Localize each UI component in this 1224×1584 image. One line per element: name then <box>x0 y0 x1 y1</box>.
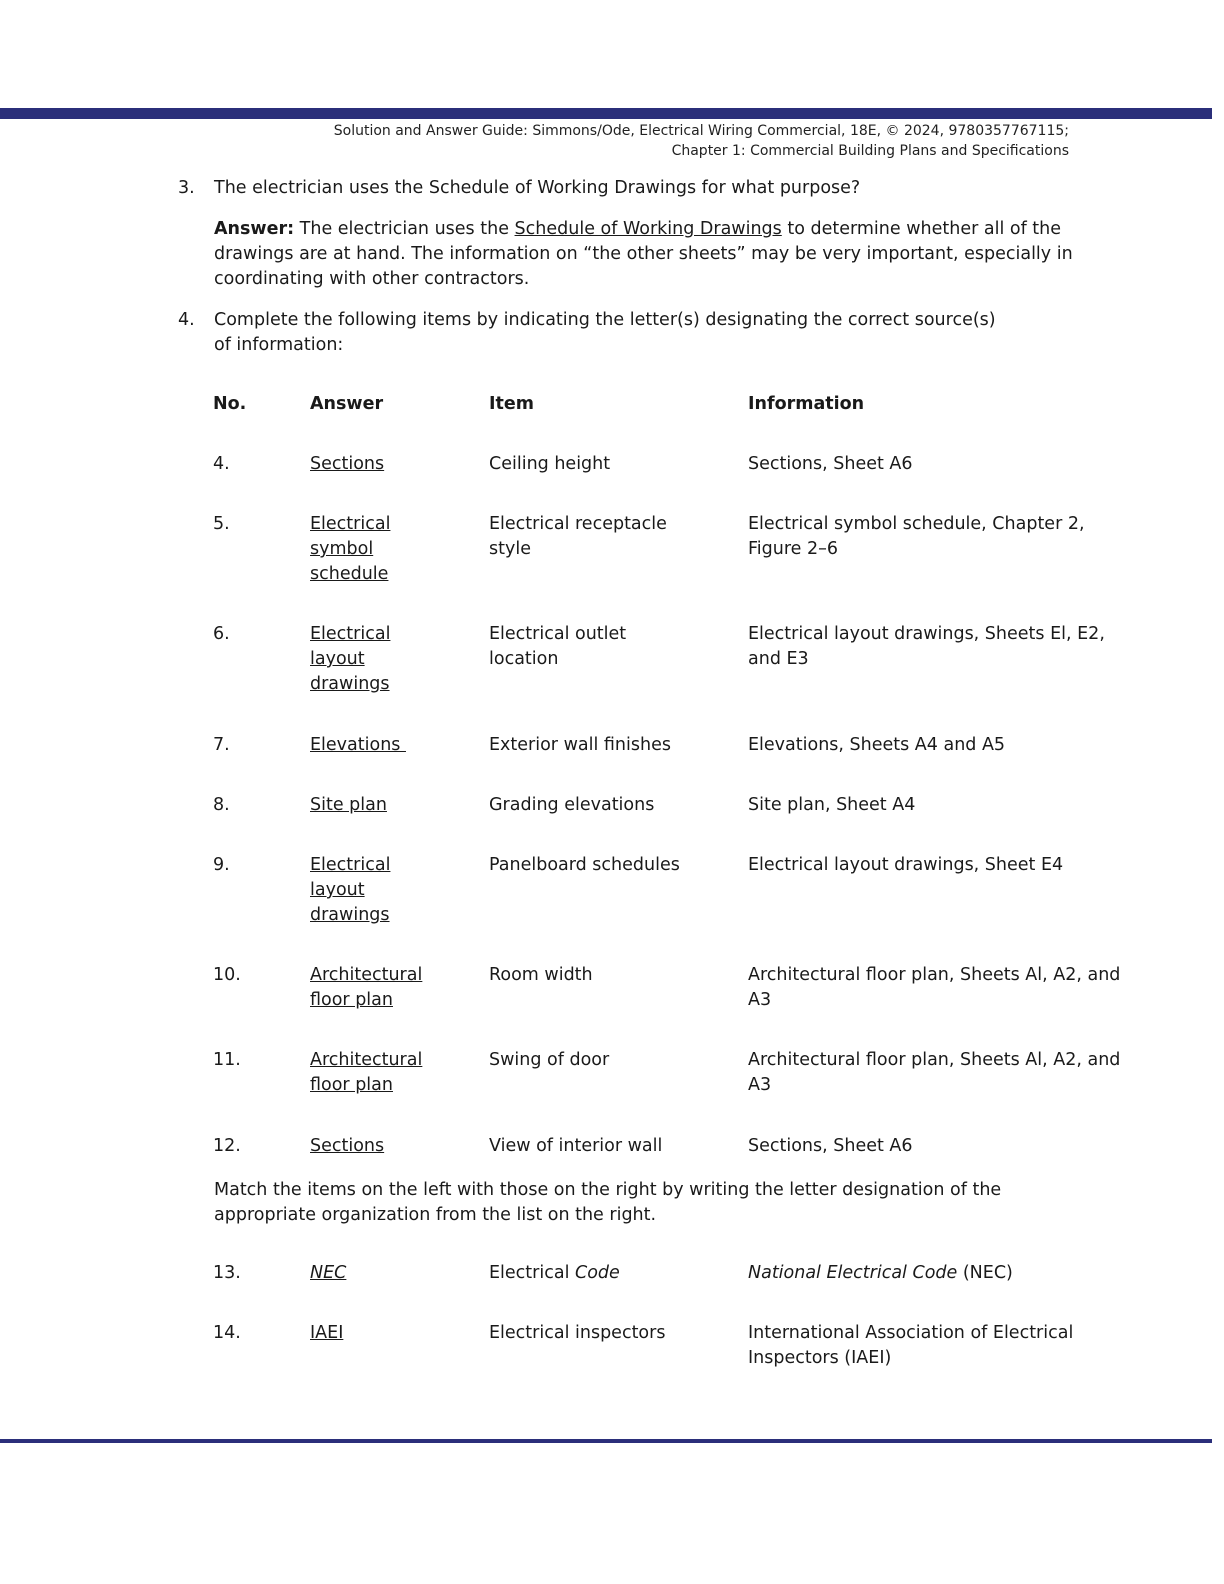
answer-text-pre: The electrician uses the <box>299 219 509 239</box>
row-answer: Architectural floor plan <box>310 1050 423 1095</box>
row-answer: Electrical layout drawings <box>310 624 391 694</box>
answer-paragraph <box>214 217 1074 292</box>
row-answer: Electrical layout drawings <box>310 855 391 925</box>
row-information: Sections, Sheet A6 <box>748 454 913 474</box>
footer-accent-bar <box>0 1439 1212 1443</box>
header-no: No. <box>213 394 247 414</box>
answer-label: Answer: <box>214 219 295 239</box>
row-item: Electrical outlet location <box>489 624 627 669</box>
row-information: Electrical layout drawings, Sheet E4 <box>748 855 1064 875</box>
row-no: 10. <box>213 965 241 985</box>
header-line-1: Solution and Answer Guide: Simmons/Ode, Electrical Wiring Commercial, 18E, © 2024, 9780357767115; <box>333 123 1069 139</box>
header-line-2: Chapter 1: Commercial Building Plans and Specifications <box>671 143 1069 159</box>
row-information: International Association of Electrical Inspectors (IAEI) <box>748 1323 1074 1368</box>
match-instructions: Match the items on the left with those on the right by writing the letter designation of the appropriate organization from the list on the right. <box>214 1180 1002 1225</box>
row-information: Electrical layout drawings, Sheets El, E2, and E3 <box>748 624 1105 669</box>
row-item: Exterior wall finishes <box>489 735 671 755</box>
row-item: Swing of door <box>489 1050 610 1070</box>
question-text: Complete the following items by indicating the letter(s) designating the correct source(s) of information: <box>214 310 996 355</box>
row-information: Architectural floor plan, Sheets Al, A2, and A3 <box>748 1050 1121 1095</box>
row-item: Room width <box>489 965 593 985</box>
row-answer: Architectural floor plan <box>310 965 423 1010</box>
row-item: Electrical Code <box>489 1263 620 1283</box>
row-item: Grading elevations <box>489 795 655 815</box>
row-answer: Elevations <box>310 735 406 755</box>
row-item: Electrical inspectors <box>489 1323 666 1343</box>
row-no: 4. <box>213 454 230 474</box>
row-no: 7. <box>213 735 230 755</box>
row-information: Sections, Sheet A6 <box>748 1136 913 1156</box>
row-item: Panelboard schedules <box>489 855 680 875</box>
row-information: Site plan, Sheet A4 <box>748 795 916 815</box>
answer-link-text: Schedule of Working Drawings <box>514 219 782 239</box>
row-no: 6. <box>213 624 230 644</box>
question-3 <box>178 176 1074 292</box>
row-information: National Electrical Code (NEC) <box>748 1263 1013 1283</box>
header-item: Item <box>489 394 534 414</box>
row-answer: Site plan <box>310 795 387 815</box>
question-number: 4. <box>178 310 195 330</box>
row-information: Electrical symbol schedule, Chapter 2, Figure 2–6 <box>748 514 1085 559</box>
question-number: 3. <box>178 178 195 198</box>
question-text: The electrician uses the Schedule of Working Drawings for what purpose? <box>214 178 861 198</box>
row-item: Ceiling height <box>489 454 611 474</box>
row-no: 8. <box>213 795 230 815</box>
row-information: Architectural floor plan, Sheets Al, A2, and A3 <box>748 965 1121 1010</box>
row-no: 5. <box>213 514 230 534</box>
row-information: Elevations, Sheets A4 and A5 <box>748 735 1006 755</box>
row-answer: Sections <box>310 1136 385 1156</box>
row-no: 11. <box>213 1050 241 1070</box>
row-answer: NEC <box>310 1263 347 1283</box>
header-answer: Answer <box>310 394 384 414</box>
row-answer: IAEI <box>310 1323 344 1343</box>
row-no: 14. <box>213 1323 241 1343</box>
row-item: View of interior wall <box>489 1136 663 1156</box>
answer-text-post: to determine whether all of the drawings are at hand. The information on “the other sheets” may be very important, especially in coordinating with other contractors. <box>214 219 1073 289</box>
row-answer: Electrical symbol schedule <box>310 514 391 584</box>
row-answer: Sections <box>310 454 385 474</box>
row-no: 12. <box>213 1136 241 1156</box>
row-item: Electrical receptacle style <box>489 514 667 559</box>
question-4 <box>178 308 1014 358</box>
header-accent-bar <box>0 108 1212 119</box>
header-information: Information <box>748 394 865 414</box>
page-header <box>334 121 1069 161</box>
row-no: 13. <box>213 1263 241 1283</box>
row-no: 9. <box>213 855 230 875</box>
